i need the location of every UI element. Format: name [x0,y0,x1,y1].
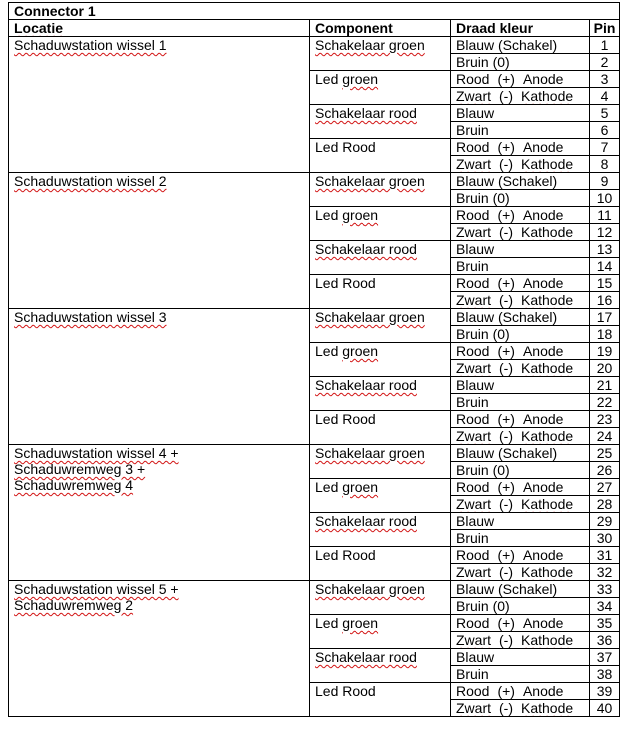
table-row [9,37,620,54]
component-cell [310,343,451,377]
pin-number: 10 [590,190,620,207]
pin-number: 22 [590,394,620,411]
component-name: Schakelaar rood [315,377,417,393]
pin-number: 18 [590,326,620,343]
component-cell [310,547,451,581]
pin-number: 14 [590,258,620,275]
component-name: Led groen [315,479,379,495]
wire-polarity: (-) [499,496,513,512]
wire-color: Blauw [456,241,495,257]
wire-color: Zwart [456,292,491,308]
component-cell [310,139,451,173]
location-cell [9,309,310,445]
wire-color: Rood [456,479,490,495]
wire-color: Bruin (0) [456,462,510,478]
wire-color-cell [451,275,590,292]
component-cell [310,37,451,71]
wire-color: Blauw [456,649,495,665]
component-cell [310,649,451,683]
pin-number: 36 [590,632,620,649]
wire-color: Blauw [456,105,495,121]
pin-number: 38 [590,666,620,683]
pin-number: 35 [590,615,620,632]
pin-number: 40 [590,700,620,717]
wire-role: Anode [522,479,564,495]
component-cell [310,71,451,105]
wire-color: Zwart [456,428,491,444]
wire-role: Kathode [521,496,574,512]
location-line: Schaduwremweg 2 [14,597,134,613]
wire-polarity: (-) [499,564,513,580]
pin-number: 30 [590,530,620,547]
component-cell [310,411,451,445]
wire-color-cell [451,309,590,326]
wire-role: Anode [522,343,564,359]
pin-number: 6 [590,122,620,139]
wire-role: Anode [522,275,564,291]
wire-color-cell [451,649,590,666]
component-name: Led groen [315,207,379,223]
wire-polarity: (+) [497,71,515,87]
wire-color-cell [451,190,590,207]
component-cell [310,513,451,547]
pin-number: 34 [590,598,620,615]
wire-polarity: (-) [499,632,513,648]
wire-color-cell [451,530,590,547]
component-name: Led Rood [315,139,376,155]
location-line: Schaduwstation wissel 2 [14,173,167,189]
wire-color: Zwart [456,564,491,580]
wire-color: Rood [456,207,490,223]
pin-number: 32 [590,564,620,581]
pin-number: 16 [590,292,620,309]
component-cell [310,309,451,343]
pin-number: 37 [590,649,620,666]
component-name: Schakelaar rood [315,513,417,529]
wire-color-cell [451,258,590,275]
wire-color-cell [451,496,590,513]
wire-color: Rood [456,615,490,631]
table-row [9,581,620,598]
wire-color-cell [451,683,590,700]
wire-role: Kathode [521,564,574,580]
wire-color: Bruin [456,122,489,138]
header-component: Component [310,20,451,37]
pin-number: 12 [590,224,620,241]
wire-color-cell [451,632,590,649]
wire-color: Zwart [456,88,491,104]
wire-color-cell [451,173,590,190]
component-name: Schakelaar groen [315,309,425,325]
wire-role: Kathode [521,428,574,444]
wire-color-cell [451,71,590,88]
wire-color-cell [451,326,590,343]
wire-color-cell [451,445,590,462]
wire-color-cell [451,241,590,258]
wire-polarity: (+) [497,139,515,155]
component-name: Led Rood [315,411,376,427]
wire-role: Kathode [521,700,574,716]
wire-color: Blauw [456,377,495,393]
wire-color-cell [451,581,590,598]
wire-polarity: (-) [499,428,513,444]
wire-role: Kathode [521,292,574,308]
pin-number: 20 [590,360,620,377]
component-cell [310,105,451,139]
wire-polarity: (+) [497,683,515,699]
pin-number: 33 [590,581,620,598]
pin-number: 24 [590,428,620,445]
pin-number: 26 [590,462,620,479]
wire-role: Kathode [521,632,574,648]
pin-number: 39 [590,683,620,700]
wire-color: Bruin (0) [456,598,510,614]
wire-role: Kathode [521,88,574,104]
wire-color: Zwart [456,496,491,512]
wire-color-cell [451,139,590,156]
wire-color: Rood [456,139,490,155]
wire-polarity: (-) [499,224,513,240]
pin-number: 11 [590,207,620,224]
wire-polarity: (-) [499,156,513,172]
wire-color: Zwart [456,156,491,172]
wire-color: Bruin (0) [456,326,510,342]
component-name: Led groen [315,71,379,87]
wire-color-cell [451,54,590,71]
wire-color: Bruin [456,530,489,546]
wire-color: Rood [456,343,490,359]
wire-polarity: (+) [497,547,515,563]
wire-color-cell [451,547,590,564]
wire-role: Kathode [521,156,574,172]
table-row [9,309,620,326]
pin-number: 19 [590,343,620,360]
component-cell [310,207,451,241]
wire-color: Rood [456,275,490,291]
wire-polarity: (+) [497,207,515,223]
wire-role: Kathode [521,360,574,376]
component-name: Schakelaar groen [315,445,425,461]
wire-role: Anode [522,207,564,223]
wire-role: Kathode [521,224,574,240]
wire-color-cell [451,207,590,224]
pin-number: 13 [590,241,620,258]
wire-color-cell [451,343,590,360]
header-locatie: Locatie [9,20,310,37]
wire-color-cell [451,513,590,530]
header-draad-kleur: Draad kleur [451,20,590,37]
wire-polarity: (+) [497,411,515,427]
wire-color: Rood [456,547,490,563]
pin-number: 29 [590,513,620,530]
table-row [9,445,620,462]
pin-number: 31 [590,547,620,564]
component-name: Schakelaar groen [315,173,425,189]
wire-color: Bruin [456,666,489,682]
location-cell [9,445,310,581]
component-cell [310,241,451,275]
location-line: Schaduwstation wissel 5 + [14,581,179,597]
location-cell [9,37,310,173]
wire-polarity: (+) [497,343,515,359]
wire-polarity: (+) [497,275,515,291]
wire-color-cell [451,462,590,479]
component-name: Led Rood [315,547,376,563]
component-cell [310,377,451,411]
wire-color: Zwart [456,632,491,648]
wire-polarity: (+) [497,479,515,495]
wire-color: Blauw (Schakel) [456,37,558,53]
pin-number: 21 [590,377,620,394]
pin-number: 3 [590,71,620,88]
wire-color-cell [451,88,590,105]
wire-polarity: (+) [497,615,515,631]
pin-number: 25 [590,445,620,462]
wire-color: Rood [456,71,490,87]
wire-polarity: (-) [499,88,513,104]
component-name: Led groen [315,615,379,631]
location-line: Schaduwremweg 3 + [14,461,146,477]
wire-polarity: (-) [499,700,513,716]
wire-color-cell [451,122,590,139]
pin-number: 15 [590,275,620,292]
wire-color-cell [451,479,590,496]
wire-color: Bruin (0) [456,190,510,206]
wire-color-cell [451,564,590,581]
component-name: Led Rood [315,683,376,699]
wire-color-cell [451,156,590,173]
wire-color-cell [451,37,590,54]
table-row [9,173,620,190]
wire-role: Anode [522,139,564,155]
component-cell [310,275,451,309]
wire-role: Anode [522,683,564,699]
pin-number: 27 [590,479,620,496]
component-cell [310,615,451,649]
wire-color: Bruin [456,394,489,410]
wire-color: Blauw (Schakel) [456,581,558,597]
component-name: Schakelaar rood [315,105,417,121]
wire-color: Zwart [456,224,491,240]
wire-color-cell [451,615,590,632]
wire-color-cell [451,394,590,411]
wire-color-cell [451,428,590,445]
wire-role: Anode [522,615,564,631]
component-cell [310,479,451,513]
component-name: Schakelaar groen [315,581,425,597]
location-cell [9,173,310,309]
pin-number: 2 [590,54,620,71]
wire-color: Blauw [456,513,495,529]
component-cell [310,173,451,207]
component-name: Led groen [315,343,379,359]
component-name: Schakelaar rood [315,241,417,257]
component-name: Schakelaar rood [315,649,417,665]
wire-color-cell [451,224,590,241]
pin-number: 4 [590,88,620,105]
pin-number: 5 [590,105,620,122]
table-title: Connector 1 [9,3,620,20]
connector-table [8,2,620,717]
wire-color-cell [451,411,590,428]
wire-role: Anode [522,71,564,87]
wire-color-cell [451,377,590,394]
component-name: Schakelaar groen [315,37,425,53]
location-cell [9,581,310,717]
location-line: Schaduwstation wissel 1 [14,37,167,53]
wire-color: Blauw (Schakel) [456,445,558,461]
wire-role: Anode [522,411,564,427]
wire-color-cell [451,360,590,377]
wire-color: Zwart [456,700,491,716]
pin-number: 17 [590,309,620,326]
wire-polarity: (-) [499,292,513,308]
pin-number: 23 [590,411,620,428]
header-row [9,20,620,37]
pin-number: 1 [590,37,620,54]
wire-color-cell [451,105,590,122]
component-cell [310,581,451,615]
component-cell [310,445,451,479]
location-line: Schaduwremweg 4 [14,477,134,493]
header-pin: Pin [590,20,620,37]
wire-color: Zwart [456,360,491,376]
wire-color-cell [451,598,590,615]
wire-polarity: (-) [499,360,513,376]
wire-color: Blauw (Schakel) [456,173,558,189]
pin-number: 7 [590,139,620,156]
wire-color: Rood [456,683,490,699]
wire-color-cell [451,666,590,683]
wire-color: Bruin (0) [456,54,510,70]
component-cell [310,683,451,717]
component-name: Led Rood [315,275,376,291]
wire-color: Blauw (Schakel) [456,309,558,325]
location-line: Schaduwstation wissel 4 + [14,445,179,461]
pin-number: 8 [590,156,620,173]
pin-number: 28 [590,496,620,513]
pin-number: 9 [590,173,620,190]
wire-role: Anode [522,547,564,563]
wire-color: Bruin [456,258,489,274]
title-row [9,3,620,20]
wire-color-cell [451,292,590,309]
wire-color-cell [451,700,590,717]
wire-color: Rood [456,411,490,427]
location-line: Schaduwstation wissel 3 [14,309,167,325]
